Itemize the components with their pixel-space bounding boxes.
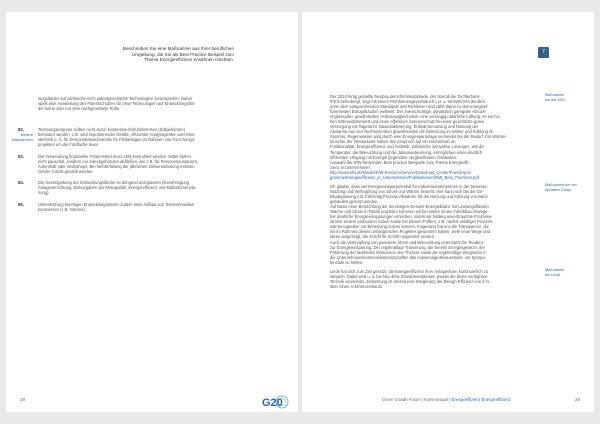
question-line: Beschreiben Sie eine Maßnahme aus Ihrer beruflichen: [122, 46, 234, 51]
text-line: Gelder zurück gezahlt werden.: [38, 169, 94, 175]
kfw-link[interactable]: http://www.kfw.de/kfw/de/KfW-Konzern/Service/Download_Center/Foerderpro-: [330, 169, 472, 175]
left-page: [6, 12, 298, 412]
text-line: behindert werden, z.B. sind importierender Geräte, effizienter Analysegeräte oder Mes-: [38, 132, 196, 138]
side-label-aprissen: [545, 183, 591, 193]
item-text: [38, 154, 272, 174]
side-label-kfw: [545, 93, 591, 103]
side-label-line: Aprissen Group: [545, 187, 572, 192]
text-line: IPEX beherbergt, liegt mit einem Primärenergieverbrauch i. H. v. 98 kWh/m²a deutlich: [330, 99, 485, 105]
side-label-line: weitere: [20, 133, 33, 137]
side-label-line: bei der KfW: [545, 97, 565, 102]
text-line: Versorgung mit Tageslicht. Bauteilaktivierung, Erdwärmenutzung und Nutzung der: [330, 124, 479, 130]
text-line: Funktionalität, Energieeffizienz und Ästhetik. Zahlreiche innovative Lösungen, wie die: [330, 144, 485, 150]
text-line: über einen 4-Jahreszeitraum.: [330, 284, 384, 290]
question-number-badge: 7: [538, 47, 549, 58]
text-line: projekten um die Fünffache teuer.: [38, 142, 99, 148]
text-line: nicht pauschal, sondern nur zweckgebunden abfließen, wie z.B. für Personenaustausch,: [38, 159, 198, 165]
text-line: zur Energieeinsparung. Der regelmäßige Trainierung, der bereits Energiegesetze, der: [330, 244, 485, 250]
text-line: Technologiesprone sollten nicht durch kostenlose Einfuhrbremsen (Zollgebühren): [38, 127, 186, 132]
aprissen-paragraph: [330, 184, 538, 265]
text-line: nung).: [38, 190, 50, 196]
text-line: fizientesten Bürogebäuden weltweit. Der zweischichtige, dynamisch geregelte »Druck-: [330, 109, 487, 115]
text-line: Auf Basis einer Betrachtung der derzeitigen Gesamt-Energiebilanz mit Leistungsflüssen: [330, 204, 489, 210]
page-number-left: 28: [20, 397, 26, 402]
text-line: stechnik u. Ä. für Demonstrationszwecke für Pilotanlagen im Rahmen von Forschungs-: [38, 137, 196, 143]
text-line: Linde hat sich zum Ziel gesetzt, die Energieeffizienz ihrer Anlagenform kontinuierlich zu: [330, 269, 489, 274]
text-line: Sommer, Regenwasser wird durch eine Energiesparanlage vermeidet bei der Bedarf. Ein Wärme-: [330, 134, 507, 140]
kfw-link[interactable]: gramme/Energieeffizienz_in_Unternehmen/Publikationen/KfW_Best_Practices.pdf: [330, 174, 479, 180]
text-line: gebäuden genutzt werden.: [330, 199, 379, 205]
side-label-linde: [545, 268, 591, 278]
text-line: Förderung der laufenden Diskussion des Themas sowie die regelmäßige Integration in: [330, 249, 487, 255]
logo-text: G20: [262, 397, 283, 409]
text-line: spielt eine Ausweitung des Patentschutzes für neue Technologien auf Entwicklungslän-: [38, 101, 196, 107]
side-label-weitere-massnahmen: [6, 133, 33, 143]
side-label-line: Maßnahme bei der: [545, 183, 577, 187]
g20-logo: [258, 395, 296, 409]
text-line: bäudeplanung z.B. frühzeitig Prozess-Abwärme für die Heizung und Kühlung von Büro-: [330, 194, 489, 200]
item-text: [38, 202, 272, 212]
text-line: Unterstützung benötigen Entwicklungsländer zudem beim Aufbau von Telekommunika-: [38, 202, 195, 207]
page-number-right: 29: [574, 397, 580, 402]
linde-paragraph: [330, 269, 538, 289]
footer-text: Green Growth Forum | Kommuniqué |: [382, 397, 452, 402]
text-line: steigern. Dabei wird u. a. bei Neu-bzw. Ersatzinvestitionen jeweils die beste verfügbare: [330, 274, 488, 280]
text-line: der keine oder nur eine nachgeordnete Rolle.: [38, 106, 121, 112]
left-intro-paragraph: [38, 96, 272, 111]
text-line: Ideen aufgezeigt, die Schrift für Schritt umgesetzt werden.: [330, 234, 436, 240]
text-line: Nutzung und Verknüpfung von Strom und Wärme besteht. Hier kann sich bei der Ge-: [330, 189, 484, 195]
text-line: Auch die Verknüpfung von passivem Strom und Beleuchtung unterstützt die Tendenz: [330, 239, 484, 245]
text-line: ströme andere verbunden haben sowie mit kleinen Puffern, z.B. nächst unbilliger Prozess-: [330, 219, 494, 225]
text-line: wir im Rahmen dieses umfangreichen Projektes gewonnen haben, viele neue Wege und: [330, 229, 490, 235]
text-line: Abwärme aus den Rechenzentren gewährleisten die Beheizung im Winter und Kühlung im: [330, 129, 494, 135]
text-line: lungsländer auf zahlreiche nicht patentgeschützte Technologien zurückgreifen. Daher: [38, 96, 193, 101]
text-line: Temperatur, die Beleuchtung und die Jalousiesteuerung, ermöglichen einen deutlich: [330, 149, 483, 155]
text-line: unter dem entsprechenden Standards und Richtlinien und zählt damit zu den energieef-: [330, 104, 489, 110]
text-line: Auswahl der KfW-fördernden Best practice Beispiele zum Thema Energieeffi-: [330, 159, 470, 165]
text-line: Wärme und Strom in Fabrik und Büro kommen wir bei einem neuen Fabrikbau Abwege-: [330, 209, 489, 215]
side-label-line: Maßnahme: [545, 93, 565, 97]
item-text: [38, 180, 272, 195]
text-line: effizienten Umgang mit Energie gegenüber vergleichbaren Gebäuden.: [330, 154, 458, 160]
item-number: 82.: [18, 127, 24, 132]
text-line: tauscher der Westarkade haben den Anspruch auf ein Höchstmaß an: [330, 139, 456, 145]
text-line: Die Verwendung finanzieller Fördermittel muss stritt kontrolliert werden. Mittel dürfen: [38, 154, 191, 159]
text-line: ber deutliche Energieeinsparungen erreichen, indem wir bislang unverbrauchte Prozesse-: [330, 214, 493, 220]
text-line: wärme tageüber zur Beheizung nutzen können. Insgesamt hat uns die Transparenz, die: [330, 224, 489, 230]
text-line: ringfassade« gewährleistet »Klimaausgleichsteil« eine vorrangig natürliche Lüftung, es ein ho-: [330, 114, 501, 120]
item-number: 83.: [18, 154, 24, 159]
text-line: tenziale zu heben.: [330, 259, 364, 265]
text-line: Ich glaube, dass viel Energieeinsparpotential für Industrieunternehmen in der besseren: [330, 184, 488, 189]
item-text: [38, 127, 272, 147]
text-line: Anlagenerrichtung, Zielvorgaben der Klimapolitik, Energieeffizienz und Maßnahmenpla-: [38, 185, 197, 191]
text-line: Der 2010 fertig gestellte Neubau der KfW-Westarkade, der überall die Tochterbank: [330, 94, 480, 99]
item-number: 85.: [18, 202, 24, 207]
question-line: Thema Energieeffizienz erwähnen möchten.: [144, 57, 234, 63]
running-footer: [382, 397, 511, 402]
text-line: tionsnetzen (z.B. Internet).: [38, 207, 87, 213]
text-line: die Unternehmenskommunikationsschaffen das notwendige Bewusstsein, um Sparpo-: [330, 254, 487, 260]
kfw-paragraph: [330, 94, 538, 180]
question-line: Umgebung, die Sie als Best Practice Beispiel zum: [132, 51, 234, 57]
side-label-line: bei Linde: [545, 272, 561, 277]
item-number: 84.: [18, 180, 24, 185]
text-line: Technik verwendet. Zielsetzung ist derzeit eine Steigerung der Design-Effizienz von 3 %: [330, 279, 490, 285]
side-label-line: Maßnahmen: [11, 137, 33, 142]
question-heading: [114, 46, 234, 63]
text-line: Aufenthalt oder Workshops. Bei Nichterfüllung der jährlichen Zielvereinbarung müssen: [38, 164, 195, 170]
text-line: Die Gesetzgebung der Entwicklungsländer ist dringend anzupassen (Genehmigung: [38, 180, 190, 185]
side-label-line: Maßnahme: [545, 268, 565, 272]
footer-section: Energieeffizienz Energieeffizienz: [451, 397, 511, 402]
text-line: zienz in Unternehmen:: [330, 164, 371, 170]
text-line: hen Wärmedämmwert und einen effektiven Sonnenschutz bei einer geschützte guten: [330, 119, 485, 125]
